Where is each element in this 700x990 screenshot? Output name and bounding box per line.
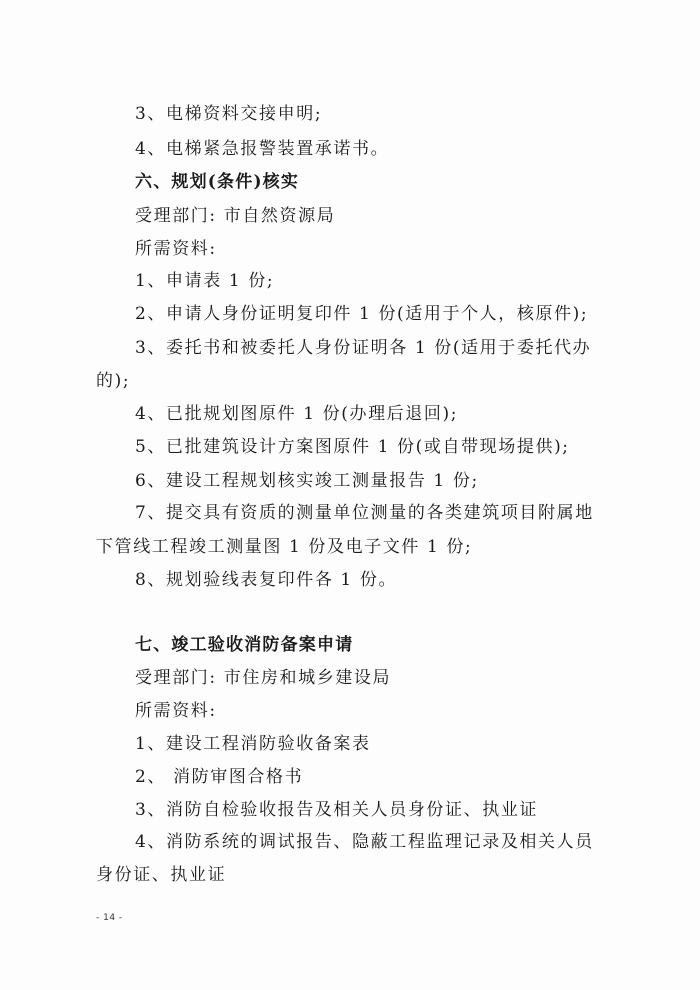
list-item-application-form: 1、申请表 1 份; xyxy=(135,271,275,291)
list-item-fire-drawing-certificate: 2、 消防审图合格书 xyxy=(135,767,304,787)
required-materials-label-planning: 所需资料: xyxy=(135,239,217,259)
list-item-elevator-handover: 3、电梯资料交接申明; xyxy=(135,104,323,124)
list-item-elevator-alarm-pledge: 4、电梯紧急报警装置承诺书。 xyxy=(135,139,390,159)
page-number: - 14 - xyxy=(96,913,123,923)
section-heading-fire-filing: 七、竣工验收消防备案申请 xyxy=(135,635,354,655)
list-item-pipeline-survey: 7、提交具有资质的测量单位测量的各类建筑项目附属地 xyxy=(135,503,594,523)
list-item-fire-self-inspection: 3、消防自检验收报告及相关人员身份证、执业证 xyxy=(135,800,539,820)
accepting-department-fire: 受理部门: 市住房和城乡建设局 xyxy=(135,668,392,688)
list-item-power-of-attorney-cont: 的); xyxy=(96,371,131,391)
list-item-completion-survey-report: 6、建设工程规划核实竣工测量报告 1 份; xyxy=(135,471,479,491)
list-item-applicant-id-copy: 2、申请人身份证明复印件 1 份(适用于个人，核原件); xyxy=(135,304,589,324)
list-item-approved-design-scheme: 5、已批建筑设计方案图原件 1 份(或自带现场提供); xyxy=(135,437,570,457)
list-item-power-of-attorney: 3、委托书和被委托人身份证明各 1 份(适用于委托代办 xyxy=(135,338,592,358)
list-item-line-check-table: 8、规划验线表复印件各 1 份。 xyxy=(135,570,398,590)
list-item-approved-plan-drawing: 4、已批规划图原件 1 份(办理后退回); xyxy=(135,404,459,424)
list-item-fire-filing-form: 1、建设工程消防验收备案表 xyxy=(135,734,371,754)
list-item-fire-system-debug-report: 4、消防系统的调试报告、隐蔽工程监理记录及相关人员 xyxy=(135,832,594,852)
required-materials-label-fire: 所需资料: xyxy=(135,701,217,721)
list-item-pipeline-survey-cont: 下管线工程竣工测量图 1 份及电子文件 1 份; xyxy=(96,537,473,557)
accepting-department-planning: 受理部门: 市自然资源局 xyxy=(135,206,336,226)
section-heading-planning-verification: 六、规划(条件)核实 xyxy=(135,172,300,192)
list-item-fire-system-debug-report-cont: 身份证、执业证 xyxy=(96,865,227,885)
